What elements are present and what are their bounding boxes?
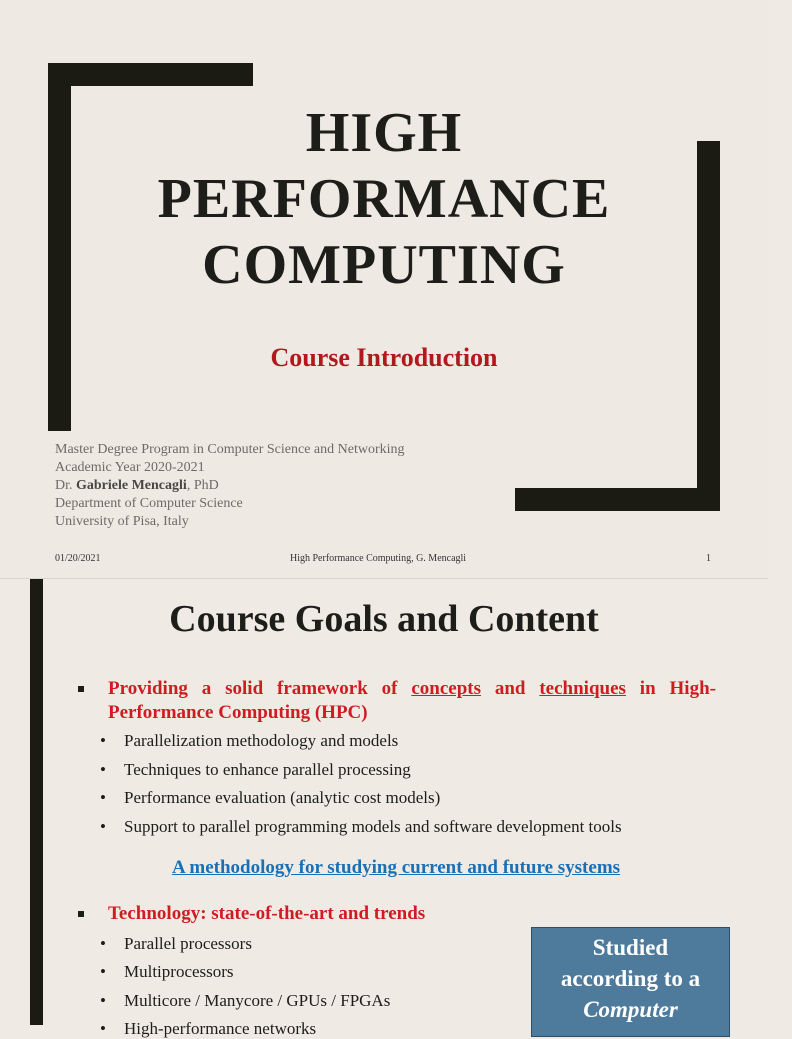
author-name: Gabriele Mencagli xyxy=(76,478,187,493)
footer-date: 01/20/2021 xyxy=(55,553,101,564)
title-line-2: PERFORMANCE xyxy=(157,168,611,230)
bracket-bottom-right-horizontal xyxy=(515,488,720,511)
bullet-goals-text-2: and xyxy=(480,678,540,699)
slide-title xyxy=(0,100,768,298)
callout-line-1: Studied xyxy=(592,935,669,960)
content-slide: Course Goals and Content Providing a solid framework of concepts and techniques in High-Performance Computing (HPC) • Parallelization methodology and models • Techniques to enhance parallel processing • Performance evaluation (analytic cost models) • Support to parallel programming models and software development tools A methodology for studying current and future systems Technology: state-of-the-art and trends • Parallel processors • Multiprocessors • Multicore / Manycore / GPUs / FPGAs • High-performance networks Studied according to a Computer xyxy=(0,578,768,1025)
bullet-goals-text-1: Providing a solid framework of xyxy=(108,678,412,699)
department-line: Department of Computer Science xyxy=(55,496,243,511)
year-line: Academic Year 2020-2021 xyxy=(55,460,205,475)
author-prefix: Dr. xyxy=(55,478,76,493)
dot-bullet-icon: • xyxy=(100,1019,106,1038)
author-line xyxy=(55,477,405,495)
footer-page-number: 1 xyxy=(706,553,711,564)
dot-bullet-icon: • xyxy=(100,731,106,750)
left-accent-bar xyxy=(30,579,43,1025)
square-bullet-icon xyxy=(78,911,84,917)
program-line: Master Degree Program in Computer Science and Networking xyxy=(55,442,405,457)
methodology-link[interactable]: A methodology for studying current and future systems xyxy=(171,857,621,878)
dot-bullet-icon: • xyxy=(100,934,106,953)
techniques-link[interactable]: techniques xyxy=(539,678,626,699)
course-info xyxy=(55,441,405,531)
square-bullet-icon xyxy=(78,686,84,692)
slide-title: Course Goals and Content xyxy=(169,598,599,640)
author-suffix: , PhD xyxy=(186,478,219,493)
footer-center: High Performance Computing, G. Mencagli xyxy=(290,553,467,564)
dot-bullet-icon: • xyxy=(100,962,106,981)
callout-line-2: according to a xyxy=(560,966,701,991)
bullet-goals-text-3: in High-Performance Computing (HPC) xyxy=(108,678,716,723)
concepts-link[interactable]: concepts xyxy=(411,678,481,699)
callout-box xyxy=(531,927,730,1037)
title-line-1: HIGH xyxy=(305,102,463,164)
bracket-top-left-horizontal xyxy=(48,63,253,86)
dot-bullet-icon: • xyxy=(100,788,106,807)
title-line-3: COMPUTING xyxy=(202,234,566,296)
university-line: University of Pisa, Italy xyxy=(55,514,189,529)
callout-line-3: Computer xyxy=(583,997,678,1022)
dot-bullet-icon: • xyxy=(100,817,106,836)
dot-bullet-icon: • xyxy=(100,760,106,779)
slide-subtitle: Course Introduction xyxy=(270,343,498,372)
dot-bullet-icon: • xyxy=(100,991,106,1010)
